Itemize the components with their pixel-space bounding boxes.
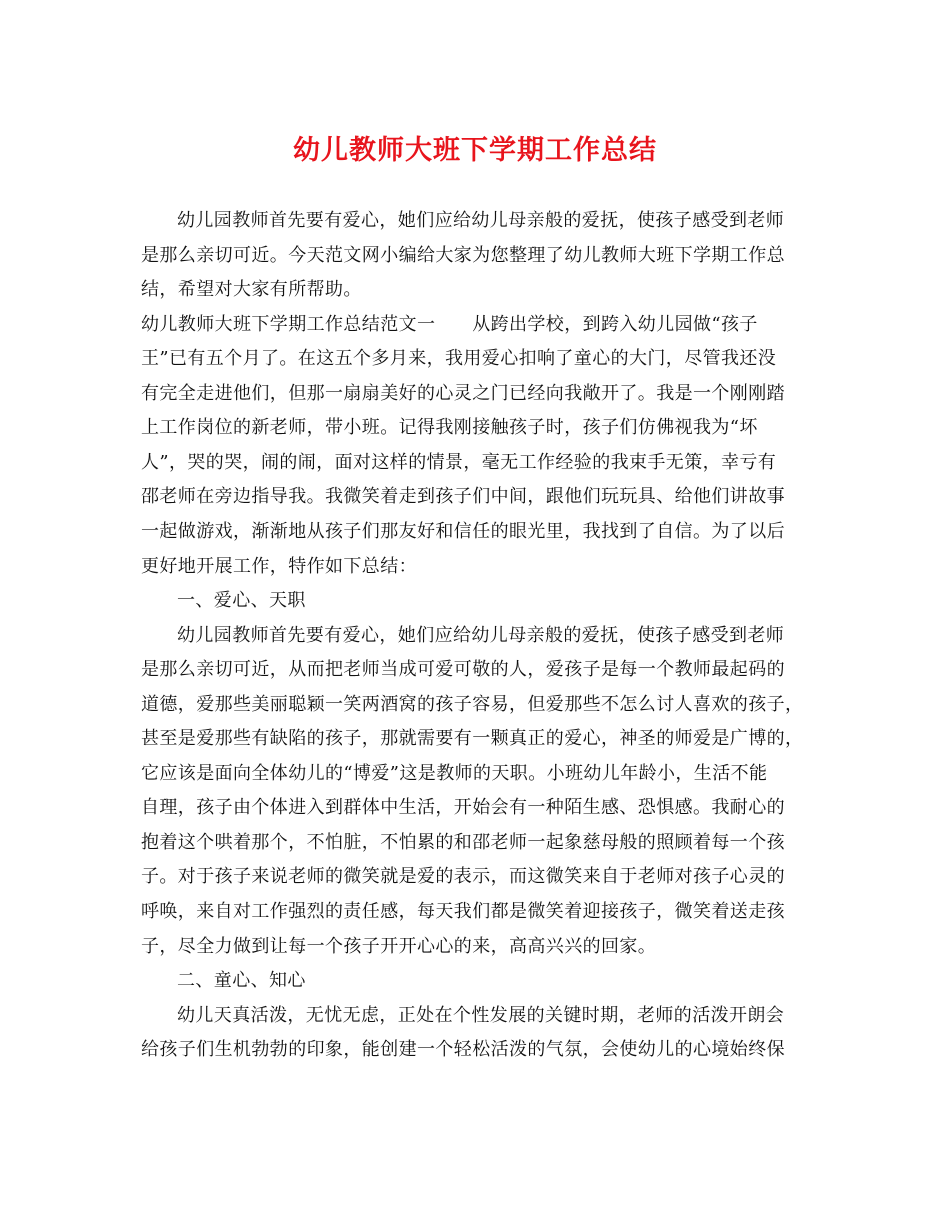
paragraph-line: 一起做游戏，渐渐地从孩子们那友好和信任的眼光里，我找到了自信。为了以后 bbox=[141, 521, 785, 542]
document-title: 幼儿教师大班下学期工作总结 bbox=[293, 135, 657, 166]
paragraph-line: 幼儿天真活泼，无忧无虑，正处在个性发展的关键时期，老师的活泼开朗会 bbox=[177, 1004, 785, 1026]
paragraph-line: 上工作岗位的新老师，带小班。记得我刚接触孩子时，孩子们仿佛视我为“坏 bbox=[141, 417, 758, 439]
paragraph-line: 人”，哭的哭，闹的闹，面对这样的情景，毫无工作经验的我束手无策，幸亏有 bbox=[141, 451, 777, 473]
paragraph-line: 幼儿教师大班下学期工作总结范文一 从跨出学校，到跨入幼儿园做“孩子 bbox=[141, 313, 758, 335]
paragraph-line: 它应该是面向全体幼儿的“博爱”这是教师的天职。小班幼儿年龄小，生活不能 bbox=[141, 762, 768, 784]
paragraph-line: 幼儿园教师首先要有爱心，她们应给幼儿母亲般的爱抚，使孩子感受到老师 bbox=[177, 624, 785, 646]
paragraph-line: 子，尽全力做到让每一个孩子开开心心的来，高高兴兴的回家。 bbox=[141, 935, 657, 957]
paragraph-line: 给孩子们生机勃勃的印象，能创建一个轻松活泼的气氛，会使幼儿的心境始终保 bbox=[141, 1039, 785, 1061]
paragraph-line: 幼儿园教师首先要有爱心，她们应给幼儿母亲般的爱抚，使孩子感受到老师 bbox=[177, 210, 785, 231]
paragraph-line: 道德，爱那些美丽聪颖一笑两酒窝的孩子容易，但爱那些不怎么讨人喜欢的孩子， bbox=[141, 693, 804, 715]
paragraph-line: 呼唤，来自对工作强烈的责任感，每天我们都是微笑着迎接孩子，微笑着送走孩 bbox=[141, 901, 785, 922]
paragraph-line: 一、爱心、天职 bbox=[177, 590, 306, 611]
paragraph-line: 更好地开展工作，特作如下总结： bbox=[141, 555, 417, 577]
paragraph-line: 二、童心、知心 bbox=[177, 970, 306, 992]
paragraph-line: 王”已有五个月了。在这五个多月来，我用爱心扣响了童心的大门，尽管我还没 bbox=[141, 348, 777, 370]
paragraph-line: 是那么亲切可近，从而把老师当成可爱可敬的人，爱孩子是每一个教师最起码的 bbox=[141, 659, 785, 681]
paragraph-line: 甚至是爱那些有缺陷的孩子，那就需要有一颗真正的爱心，神圣的师爱是广博的， bbox=[141, 728, 804, 750]
paragraph-line: 是那么亲切可近。今天范文网小编给大家为您整理了幼儿教师大班下学期工作总 bbox=[141, 244, 785, 266]
paragraph-line: 抱着这个哄着那个，不怕脏，不怕累的和邵老师一起象慈母般的照顾着每一个孩 bbox=[141, 831, 785, 853]
paragraph-line: 有完全走进他们，但那一扇扇美好的心灵之门已经向我敞开了。我是一个刚刚踏 bbox=[141, 382, 785, 404]
paragraph-line: 子。对于孩子来说老师的微笑就是爱的表示，而这微笑来自于老师对孩子心灵的 bbox=[141, 866, 785, 888]
paragraph-line: 邵老师在旁边指导我。我微笑着走到孩子们中间，跟他们玩玩具、给他们讲故事 bbox=[141, 486, 785, 508]
paragraph-line: 自理，孩子由个体进入到群体中生活，开始会有一种陌生感、恐惧感。我耐心的 bbox=[141, 797, 785, 819]
paragraph-line: 结，希望对大家有所帮助。 bbox=[141, 279, 362, 301]
